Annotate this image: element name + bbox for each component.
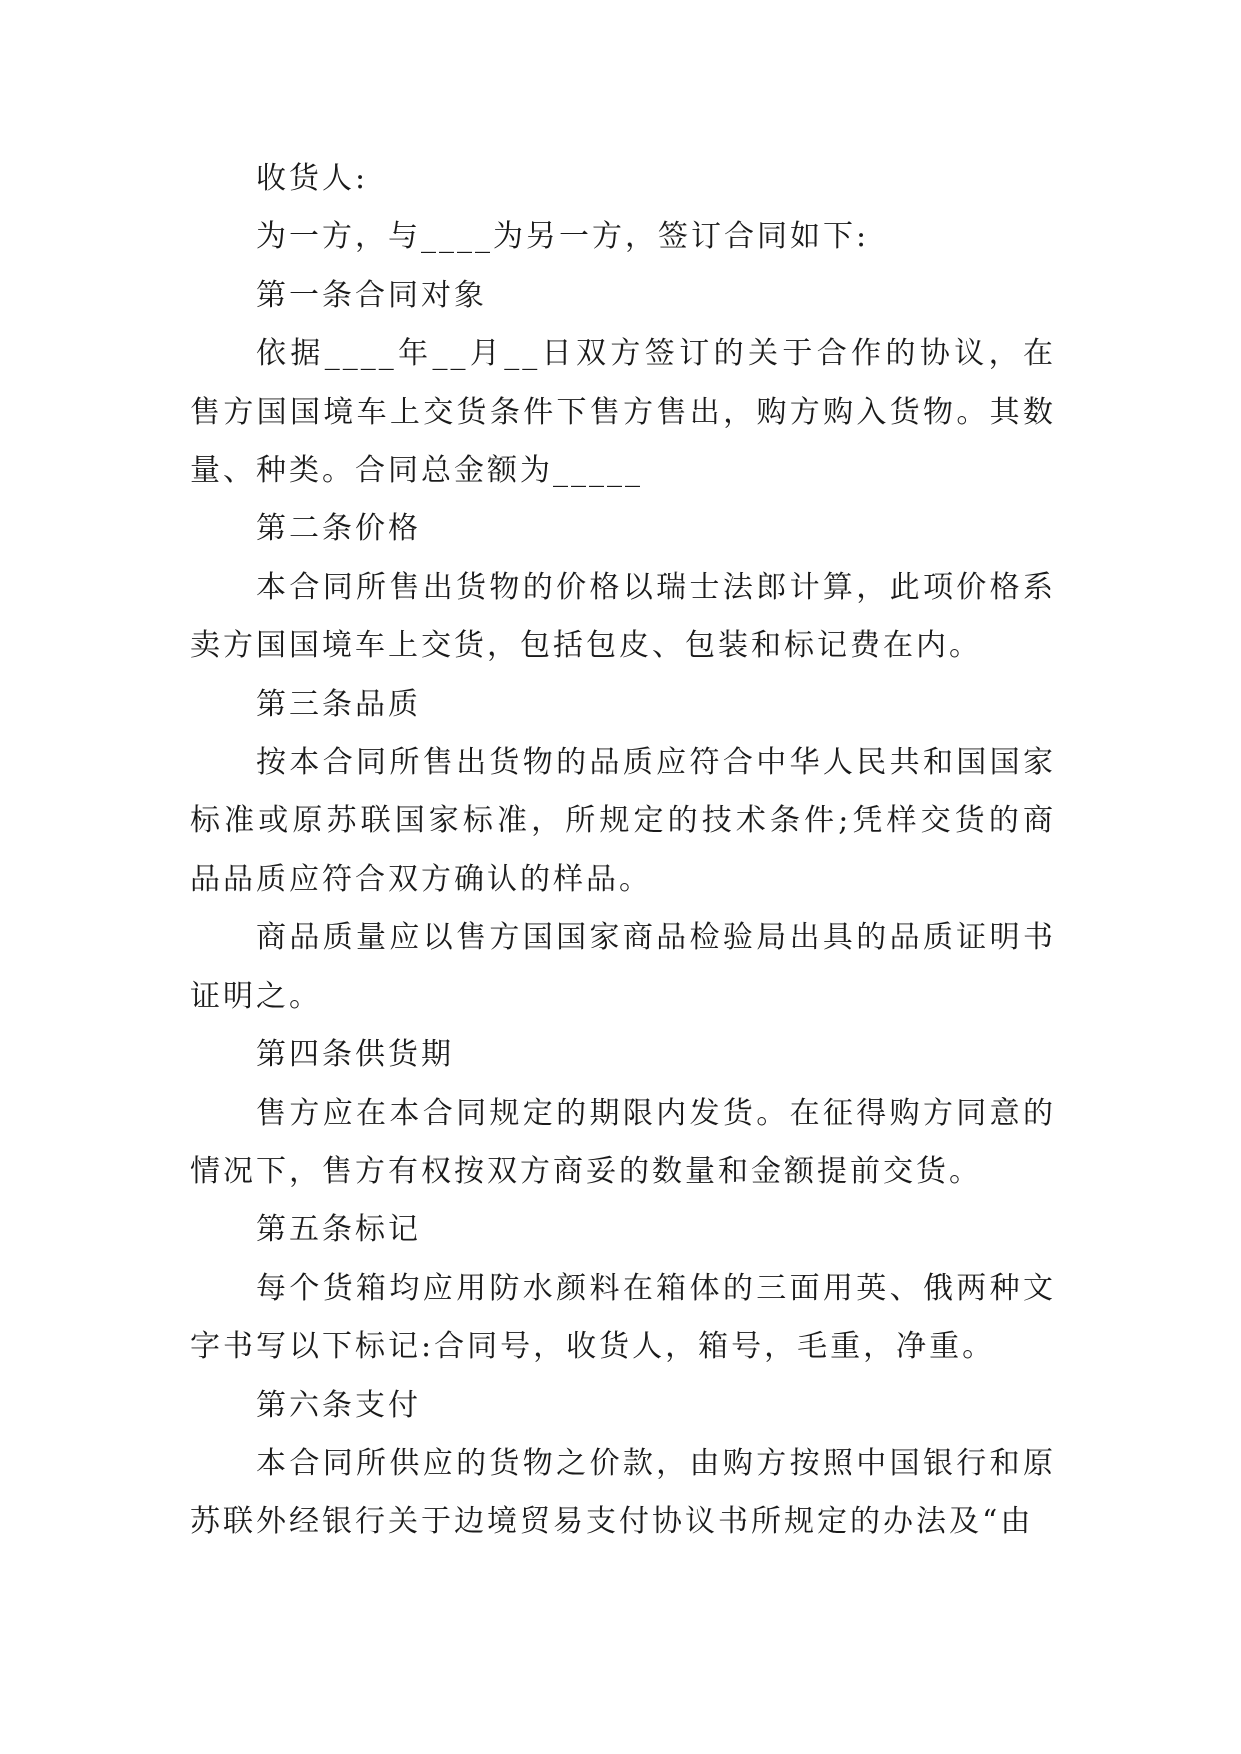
article-6-body: 本合同所供应的货物之价款，由购方按照中国银行和原苏联外经银行关于边境贸易支付协议书所规定的办法及“由 — [190, 1445, 1056, 1540]
article-4-heading: 第四条供货期 — [256, 1037, 454, 1073]
document-page — [190, 150, 1056, 1552]
recipient-line: 收货人: — [256, 161, 369, 196]
article-4-body: 售方应在本合同规定的期限内发货。在征得购方同意的情况下，售方有权按双方商妥的数量和金额提前交货。 — [190, 1095, 1056, 1189]
article-5-heading: 第五条标记 — [256, 1212, 421, 1248]
article-2-heading: 第二条价格 — [256, 511, 421, 547]
article-5-body: 每个货箱均应用防水颜料在箱体的三面用英、俄两种文字书写以下标记:合同号，收货人，箱号，毛重，净重。 — [190, 1270, 1056, 1365]
parties-line: 为一方，与____为另一方，签订合同如下: — [256, 219, 870, 255]
article-3-body-2: 商品质量应以售方国国家商品检验局出具的品质证明书证明之。 — [190, 920, 1056, 1014]
article-6-heading: 第六条支付 — [256, 1387, 421, 1423]
article-3-heading: 第三条品质 — [256, 686, 421, 722]
article-1-heading: 第一条合同对象 — [256, 277, 487, 313]
article-3-body-1: 按本合同所售出货物的品质应符合中华人民共和国国家标准或原苏联国家标准，所规定的技术条件;凭样交货的商品品质应符合双方确认的样品。 — [190, 745, 1056, 897]
article-1-body: 依据____年__月__日双方签订的关于合作的协议，在售方国国境车上交货条件下售方售出，购方购入货物。其数量、种类。合同总金额为_____ — [190, 336, 1056, 489]
article-2-body: 本合同所售出货物的价格以瑞士法郎计算，此项价格系卖方国国境车上交货，包括包皮、包装和标记费在内。 — [190, 569, 1056, 664]
